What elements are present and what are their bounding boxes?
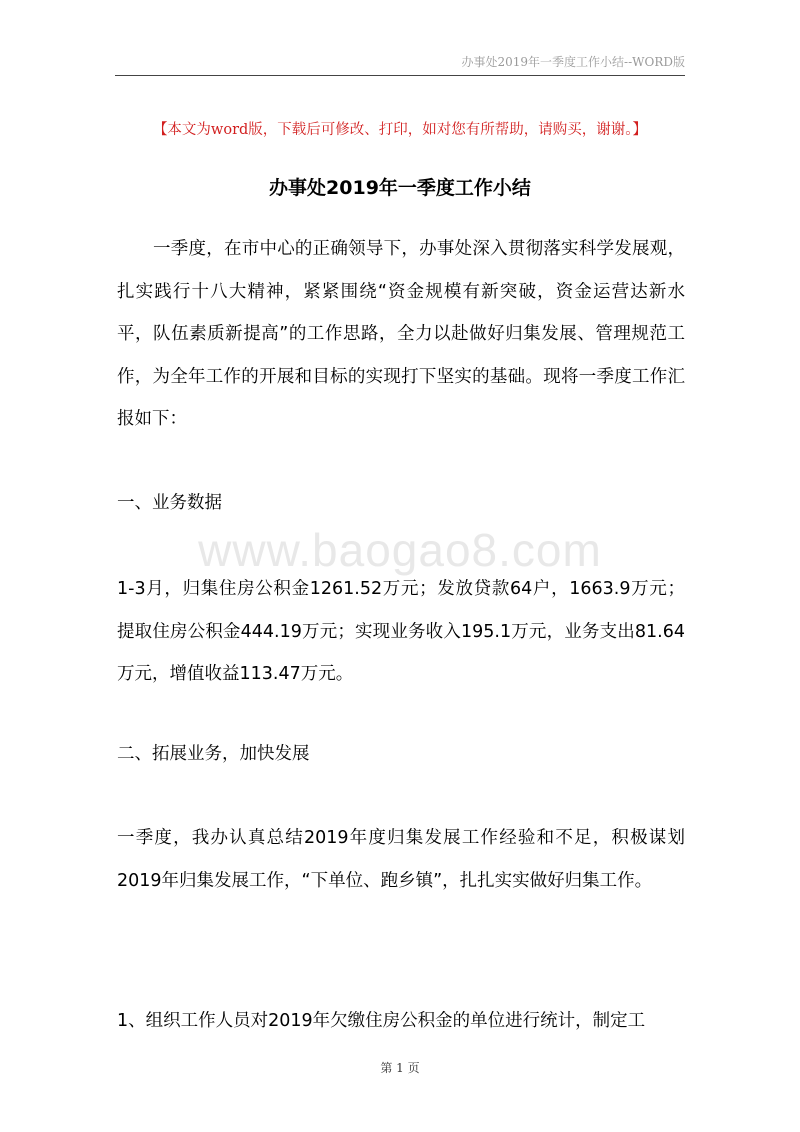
section-heading-expand-business: 二、拓展业务，加快发展 bbox=[117, 744, 310, 764]
intro-paragraph: 一季度，在市中心的正确领导下，办事处深入贯彻落实科学发展观，扎实践行十八大精神，紧紧围绕“资金规模有新突破，资金运营达新水平，队伍素质新提高”的工作思路，全力以赴做好归集发展、管理规范工作，为全年工作的开展和目标的实现打下坚实的基础。现将一季度工作汇报如下： bbox=[117, 239, 685, 429]
item-1-paragraph: 1、组织工作人员对2019年欠缴住房公积金的单位进行统计，制定工 bbox=[117, 1011, 646, 1031]
page-number: 第 1 页 bbox=[380, 1061, 420, 1075]
header-divider bbox=[115, 75, 685, 76]
section-heading-business-data: 一、业务数据 bbox=[117, 493, 222, 513]
watermark: www.baogao8.com bbox=[198, 524, 602, 576]
document-title: 办事处2019年一季度工作小结 bbox=[269, 177, 531, 199]
business-data-paragraph: 1-3月，归集住房公积金1261.52万元；发放贷款64户，1663.9万元；提取住房公积金444.19万元；实现业务收入195.1万元，业务支出81.64万元，增值收益113.47万元。 bbox=[117, 579, 685, 684]
download-notice: 【本文为word版，下载后可修改、打印，如对您有所帮助，请购买，谢谢。】 bbox=[152, 122, 648, 138]
expand-business-paragraph: 一季度，我办认真总结2019年度归集发展工作经验和不足，积极谋划2019年归集发展工作，“下单位、跑乡镇”，扎扎实实做好归集工作。 bbox=[117, 828, 685, 891]
page-header: 办事处2019年一季度工作小结--WORD版 bbox=[461, 55, 685, 69]
